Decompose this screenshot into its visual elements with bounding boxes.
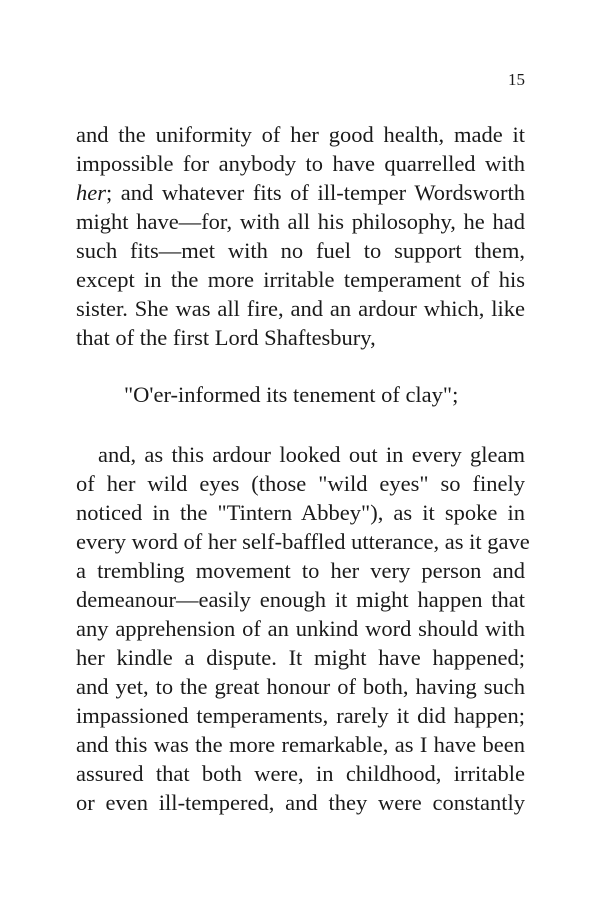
italic-word: her <box>76 180 106 205</box>
text-line: of her wild eyes (those "wild eyes" so finely <box>76 471 525 496</box>
text-line: every word of her self-baffled utterance, as it gave <box>76 529 530 554</box>
page-number: 15 <box>508 70 525 89</box>
text-line: her kindle a dispute. It might have happened; <box>76 645 525 670</box>
text-line: and, as this ardour looked out in every gleam <box>98 442 525 467</box>
text-line: impossible for anybody to have quarrelled with <box>76 151 525 176</box>
text-line: sister. She was all fire, and an ardour which, like <box>76 296 525 321</box>
paragraph-1 <box>76 120 525 352</box>
text-line: except in the more irritable temperament of his <box>76 267 525 292</box>
text-line: and the uniformity of her good health, made it <box>76 122 525 147</box>
text-line: that of the first Lord Shaftesbury, <box>76 325 376 350</box>
text-line: any apprehension of an unkind word should with <box>76 616 525 641</box>
text-line: demeanour—easily enough it might happen that <box>76 587 525 612</box>
text-line: impassioned temperaments, rarely it did happen; <box>76 703 525 728</box>
block-quote: "O'er-informed its tenement of clay"; <box>124 382 459 407</box>
text-line-with-italic <box>76 178 525 207</box>
text-line: and this was the more remarkable, as I have been <box>76 732 525 757</box>
text-line: or even ill-tempered, and they were constantly <box>76 790 525 815</box>
paragraph-2 <box>76 440 530 817</box>
text-line: and yet, to the great honour of both, having such <box>76 674 525 699</box>
text-line: might have—for, with all his philosophy, he had <box>76 209 525 234</box>
text-line-remainder: ; and whatever fits of ill-temper Wordsworth <box>106 180 525 205</box>
text-line: such fits—met with no fuel to support them, <box>76 238 525 263</box>
text-line: assured that both were, in childhood, irritable <box>76 761 525 786</box>
text-line: a trembling movement to her very person and <box>76 558 525 583</box>
text-line: noticed in the "Tintern Abbey"), as it spoke in <box>76 500 525 525</box>
